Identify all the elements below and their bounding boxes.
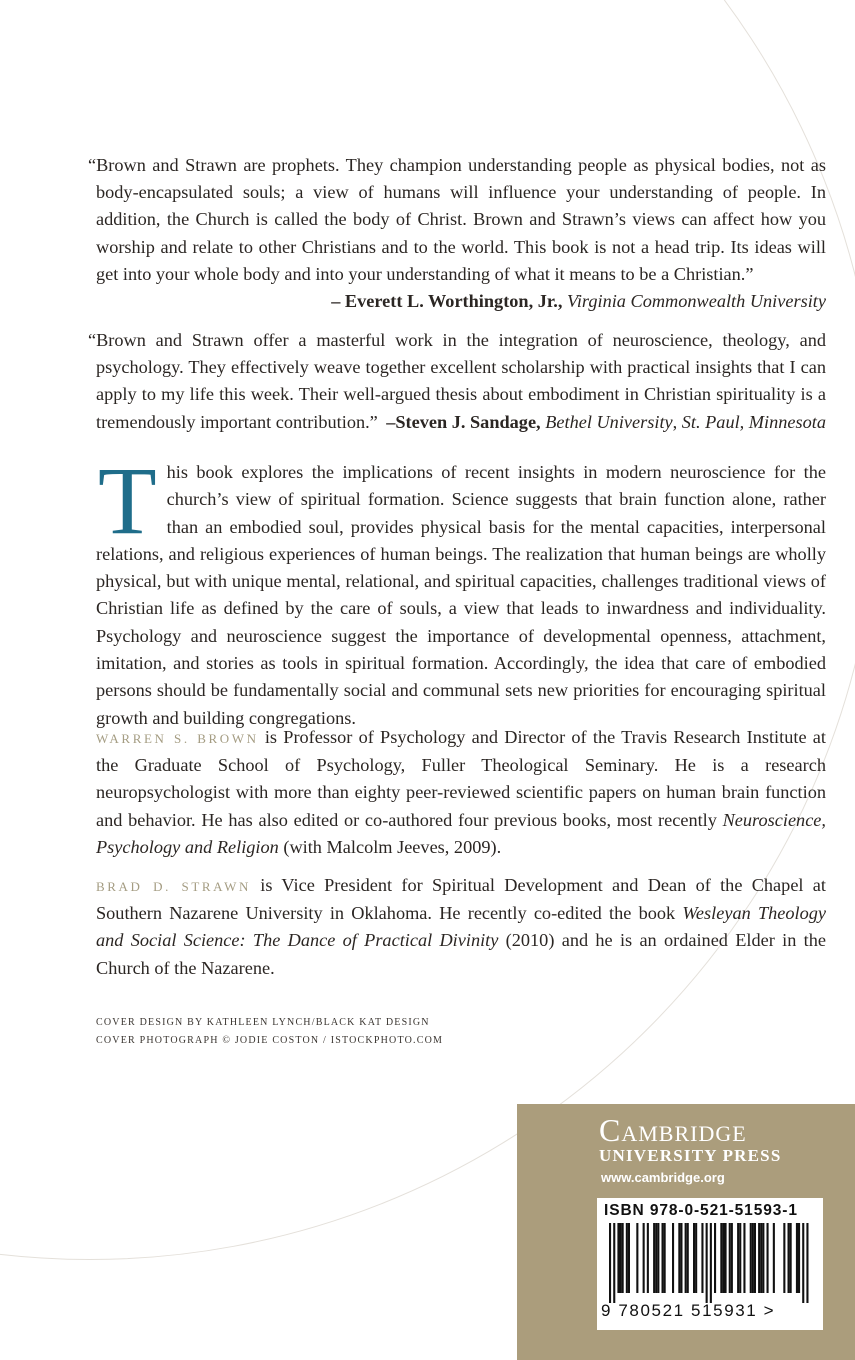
barcode-bar <box>725 1223 727 1293</box>
bio-book-title: Neuroscience, Psychology and Religion <box>96 809 826 857</box>
barcode-bar <box>617 1223 619 1293</box>
barcode-icon <box>605 1223 815 1305</box>
publisher-subname: UNIVERSITY PRESS <box>599 1146 782 1165</box>
barcode-bar <box>626 1223 628 1293</box>
endorsement-quote: “Brown and Strawn offer a masterful work in the integration of neuroscience, theology, and psychology. They effectively weave together excellent scholarship with practical insights that I can apply to my life this week. Their well-argued thesis about embodiment in Christian spirituality is a tremendously important contribution.” <box>88 330 826 432</box>
barcode-bar <box>737 1223 739 1293</box>
barcode-bar <box>783 1223 785 1293</box>
barcode-bar <box>647 1223 649 1293</box>
description-text: his book explores the implications of recent insights in modern neuroscience for the church’s view of spiritual formation. Science suggests that brain function alone, rather than an embodied soul, provides physical basis for the mental capacities, interpersonal relations, and religious experiences of human beings. The realization that human beings are wholly physical, but with unique mental, relational, and spiritual capacities, challenges traditional views of Christian life as defined by the care of souls, a view that leads to inwardness and individuality. Psychology and neuroscience suggest the importance of developmental openness, attachment, imitation, and stories as tools in spiritual formation. Accordingly, the idea that care of embodied persons should be fundamentally social and communal sets new priorities for encouraging spiritual growth and building congregations. <box>96 462 826 728</box>
author-bio-brown <box>96 724 826 861</box>
barcode-bar <box>643 1223 645 1293</box>
barcode-bar <box>609 1223 611 1303</box>
barcode-bar <box>754 1223 756 1293</box>
bio-text-end: (2010) and he is an ordained Elder in the Church of the Nazarene. <box>96 930 826 978</box>
endorsement-author: –Steven J. Sandage, <box>386 411 541 432</box>
barcode-bar <box>722 1223 724 1293</box>
barcode-bar <box>720 1223 722 1293</box>
barcode-bar <box>758 1223 760 1293</box>
drop-cap: T <box>98 447 157 554</box>
barcode-panel <box>597 1198 823 1330</box>
publisher-url: www.cambridge.org <box>601 1170 725 1185</box>
cover-photo-credit: COVER PHOTOGRAPH © JODIE COSTON / ISTOCKPHOTO.COM <box>96 1035 444 1046</box>
endorsement-worthington <box>88 152 826 315</box>
barcode-bar <box>796 1223 798 1293</box>
endorsement-affiliation: Bethel University <box>545 411 673 432</box>
barcode-bar <box>790 1223 792 1293</box>
publisher-name: Cambridge <box>599 1112 747 1148</box>
book-description <box>96 447 826 732</box>
author-name: WARREN S. BROWN <box>96 731 259 746</box>
barcode-bar <box>664 1223 666 1293</box>
endorsement-attribution: –Steven J. Sandage, Bethel University, St. Paul, Minnesota <box>386 411 826 432</box>
barcode-bar <box>706 1223 708 1303</box>
barcode-bar <box>760 1223 762 1293</box>
endorsement-sandage <box>88 327 826 436</box>
barcode-bar <box>657 1223 659 1293</box>
barcode-bar <box>788 1223 790 1293</box>
endorsement-affiliation: Virginia Commonwealth University <box>567 291 826 312</box>
barcode-bar <box>773 1223 775 1293</box>
barcode-bar <box>731 1223 733 1293</box>
barcode-bar <box>767 1223 769 1293</box>
bio-text: is Vice President for Spiritual Development and Dean of the Chapel at Southern Nazarene University in Oklahoma. He recently co-edited the book <box>96 875 826 924</box>
barcode-bar <box>622 1223 624 1293</box>
author-bio-strawn <box>96 872 826 982</box>
bio-book-title: Wesleyan Theology and Social Science: The Dance of Practical Divinity <box>96 903 826 951</box>
barcode-bar <box>678 1223 680 1293</box>
barcode-bar <box>762 1223 764 1293</box>
endorsement-location: St. Paul, Minnesota <box>681 411 826 432</box>
barcode-bar <box>798 1223 800 1293</box>
barcode-bar <box>695 1223 697 1293</box>
bio-text: is Professor of Psychology and Director of the Travis Research Institute at the Graduate School of Psychology, Fuller Theological Seminary. He is a research neuropsychologist with more than eighty peer-reviewed scientific papers on human brain function and behavior. He has also edited or co-authored four previous books, most recently <box>96 727 826 830</box>
barcode-bar <box>653 1223 655 1293</box>
cover-design-credit: COVER DESIGN BY KATHLEEN LYNCH/BLACK KAT DESIGN <box>96 1017 430 1028</box>
bio-text-end: (with Malcolm Jeeves, 2009). <box>278 836 502 857</box>
ean-digits: 9 780521 515931 > <box>601 1301 776 1320</box>
barcode-bar <box>613 1223 615 1303</box>
publisher-block <box>517 1104 855 1360</box>
endorsement-attribution <box>96 288 826 315</box>
barcode-bar <box>687 1223 689 1293</box>
barcode-bar <box>628 1223 630 1293</box>
isbn-label: ISBN 978-0-521-51593-1 <box>604 1202 798 1219</box>
barcode-bar <box>672 1223 674 1293</box>
barcode-bar <box>714 1223 716 1293</box>
barcode-bar <box>693 1223 695 1293</box>
barcode-bar <box>802 1223 804 1303</box>
barcode-bar <box>636 1223 638 1293</box>
barcode-bar <box>680 1223 682 1293</box>
barcode-bar <box>806 1223 808 1303</box>
barcode-bar <box>655 1223 657 1293</box>
barcode-bar <box>685 1223 687 1293</box>
barcode-bar <box>701 1223 703 1293</box>
barcode-bar <box>620 1223 622 1293</box>
cover-credits <box>96 1014 443 1050</box>
barcode-bar <box>743 1223 745 1293</box>
author-name: BRAD D. STRAWN <box>96 879 251 894</box>
barcode-bar <box>729 1223 731 1293</box>
barcode-bar <box>662 1223 664 1293</box>
endorsement-quote: “Brown and Strawn are prophets. They champion understanding people as physical bodies, not as body-encapsulated souls; a view of humans will influence your understanding of people. In addition, the Church is called the body of Christ. Brown and Strawn’s views can affect how you worship and relate to other Christians and to the world. This book is not a head trip. Its ideas will get into your whole body and into your understanding of what it means to be a Christian.” <box>88 155 826 284</box>
barcode-bar <box>739 1223 741 1293</box>
endorsement-author: – Everett L. Worthington, Jr., <box>331 291 563 312</box>
barcode-bar <box>710 1223 712 1303</box>
barcode-bar <box>750 1223 752 1293</box>
barcode-bar <box>752 1223 754 1293</box>
